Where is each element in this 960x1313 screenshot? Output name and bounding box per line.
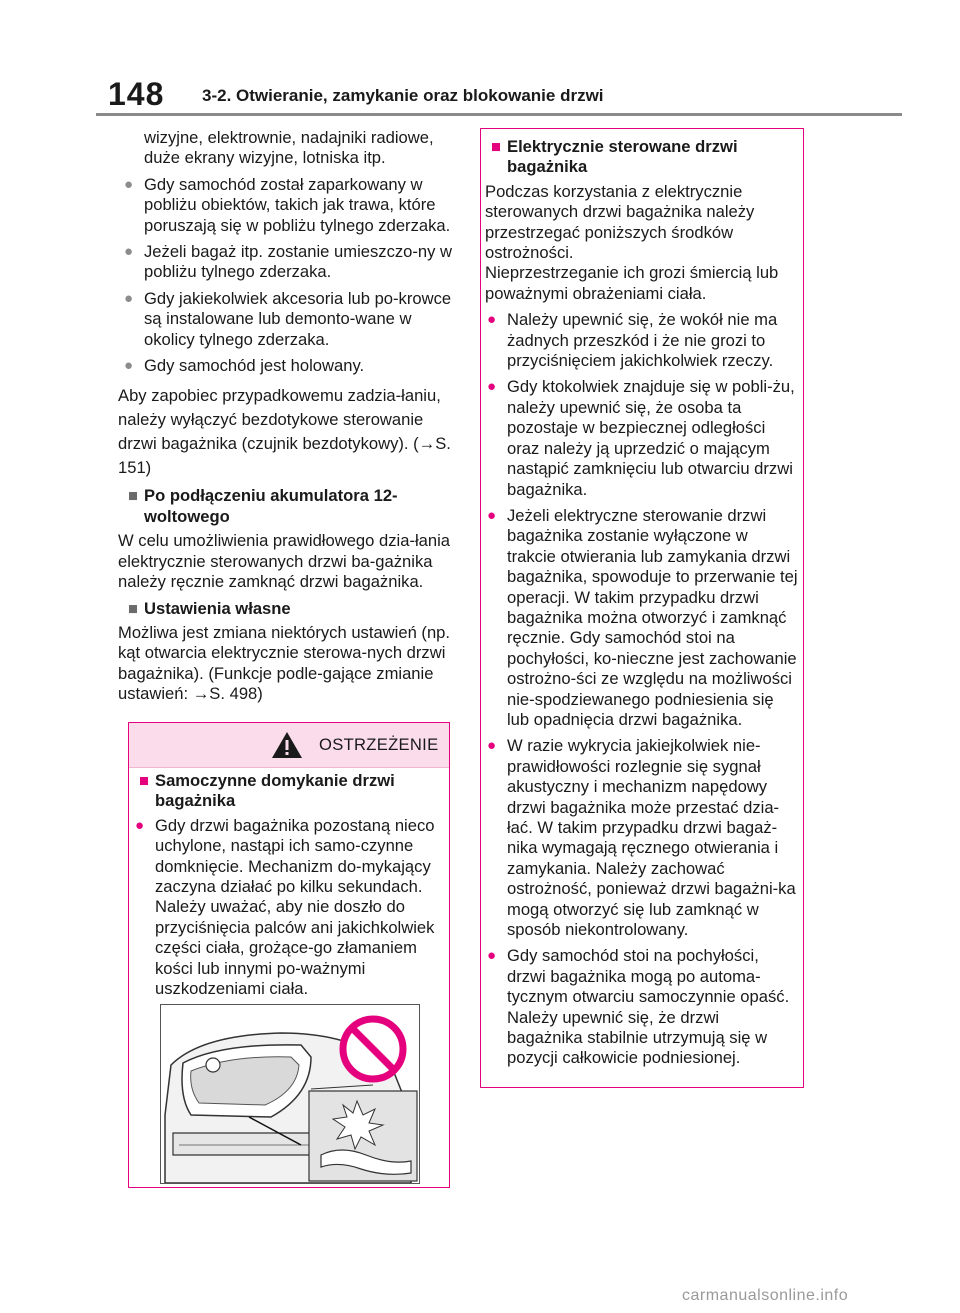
- section-body: W celu umożliwienia prawidłowego dzia-łania elektrycznie sterowanych drzwi ba-gażnika należy ręcznie zamknąć drzwi bagażnika.: [118, 531, 451, 592]
- list-item: ● Gdy samochód został zaparkowany w pobliżu obiektów, takich jak trawa, które poruszają się w pobliżu tylnego zderzaka.: [124, 174, 451, 235]
- warning-box: [128, 722, 450, 1188]
- caution-content: [481, 137, 799, 1075]
- section-heading: ■ Ustawienia własne: [128, 598, 291, 618]
- square-heading-icon: ■: [128, 598, 139, 618]
- list-item: ● Gdy ktokolwiek znajduje się w pobli-żu, należy upewnić się, że osoba ta pozostaje w bezpiecznej odległości oraz należy ją uprzedzić o mającym nastąpić zamknięciu lub otwarciu drzwi bagażnika.: [487, 377, 795, 499]
- list-item: ● Gdy samochód stoi na pochyłości, drzwi bagażnika mogą po automa-tycznym otwarciu samoczynnie opaść. Należy upewnić się, że drzwi bagażnika stabilnie utrzymują się w pozycji całkowicie podniesionej.: [487, 946, 790, 1068]
- caution-intro-2: Nieprzestrzeganie ich grozi śmiercią lub poważnymi obrażeniami ciała.: [485, 263, 779, 303]
- page-number: 148: [108, 76, 165, 112]
- list-item: ● Gdy jakiekolwiek akcesoria lub po-krowce są instalowane lub demonto-wane w okolicy tylnego zderzaka.: [124, 288, 452, 349]
- warning-triangle-icon: [271, 731, 303, 759]
- circle-bullet-icon: ●: [124, 357, 134, 375]
- circle-bullet-icon: ●: [135, 816, 145, 834]
- square-heading-icon: ■: [491, 137, 502, 156]
- list-item: ● Gdy drzwi bagażnika pozostaną nieco uchylone, nastąpi ich samo-czynne domknięcie. Mechanizm do-mykający zaczyna działać po kilku sekundach. Należy uważać, aby nie doszło do przyciśnięcia palców ani jakichkolwiek części ciała, grożące-go złamaniem kości lub innymi po-ważnymi uszkodzeniami ciała.: [135, 815, 435, 999]
- warning-heading: ■ Samoczynne domykanie drzwi bagażnika: [139, 771, 395, 811]
- watermark: carmanualsonline.info: [682, 1287, 849, 1304]
- caution-intro: Podczas korzystania z elektrycznie sterowanych drzwi bagażnika należy przestrzegać poniższych środków ostrożności.: [485, 181, 755, 263]
- warning-label: OSTRZEŻENIE: [319, 735, 439, 754]
- intro-continuation: wizyjne, elektrownie, nadajniki radiowe, duże ekrany wizyjne, lotniska itp.: [144, 128, 434, 168]
- power-tailgate-caution-box: [480, 128, 804, 1088]
- warning-content: [129, 771, 439, 1005]
- square-heading-icon: ■: [128, 486, 139, 506]
- list-item: ● Należy upewnić się, że wokół nie ma żadnych przeszkód i że nie grozi to przyciśnięciem jakichkolwiek rzeczy.: [487, 310, 778, 371]
- warning-header: [129, 723, 449, 768]
- section-heading: ■ Po podłączeniu akumulatora 12-woltowego: [128, 486, 398, 526]
- tailgate-illustration: [160, 1004, 420, 1184]
- list-item: ● Jeżeli elektryczne sterowanie drzwi bagażnika zostanie wyłączone w trakcie otwierania lub zamykania drzwi bagażnika, spowoduje to przerwanie tej operacji. W takim przypadku drzwi bagażnika można otworzyć i zamknąć ręcznie. Gdy samochód stoi na pochyłości, ko-nieczne jest zachowanie ostrożno-ści ze względu na możliwości nie-spodziewanego podniesienia się lub opadnięcia drzwi bagażnika.: [487, 505, 798, 729]
- page-header: [0, 0, 960, 118]
- square-heading-icon: ■: [139, 771, 150, 790]
- circle-bullet-icon: ●: [487, 311, 497, 329]
- section-body: Możliwa jest zmiana niektórych ustawień (np. kąt otwarcia elektrycznie sterowa-nych drzwi bagażnika). (Funkcje podle-gające zmianie ustawień: →S. 498): [118, 622, 451, 704]
- list-item: ● W razie wykrycia jakiejkolwiek nie-prawidłowości rozlegnie się sygnał akustyczny i mechanizm napędowy drzwi bagażnika może przestać dzia-łać. W takim przypadku drzwi bagaż-nika wymagają ręcznego otwierania i zamykania. Należy zachować ostrożność, ponieważ drzwi bagażni-ka mogą otworzyć się lub zamknąć w sposób niekontrolowany.: [487, 736, 796, 940]
- circle-bullet-icon: ●: [487, 947, 497, 965]
- list-item: ● Gdy samochód jest holowany.: [124, 356, 365, 376]
- section-title: 3-2. Otwieranie, zamykanie oraz blokowanie drzwi: [202, 86, 604, 105]
- left-column: [118, 128, 454, 711]
- circle-bullet-icon: ●: [124, 289, 134, 307]
- circle-bullet-icon: ●: [487, 737, 497, 755]
- circle-bullet-icon: ●: [124, 243, 134, 261]
- list-item: ● Jeżeli bagaż itp. zostanie umieszczo-ny w pobliżu tylnego zderzaka.: [124, 242, 453, 282]
- prevent-paragraph: Aby zapobiec przypadkowemu zadzia-łaniu, należy wyłączyć bezdotykowe sterowanie drzwi bagażnika (czujnik bezdotykowy). (→S. 151): [118, 386, 451, 478]
- tailgate-closing-illustration: [161, 1005, 419, 1183]
- circle-bullet-icon: ●: [487, 378, 497, 396]
- circle-bullet-icon: ●: [487, 506, 497, 524]
- circle-bullet-icon: ●: [124, 175, 134, 193]
- header-divider: [96, 113, 902, 116]
- caution-heading: ■ Elektrycznie sterowane drzwi bagażnika: [491, 137, 738, 177]
